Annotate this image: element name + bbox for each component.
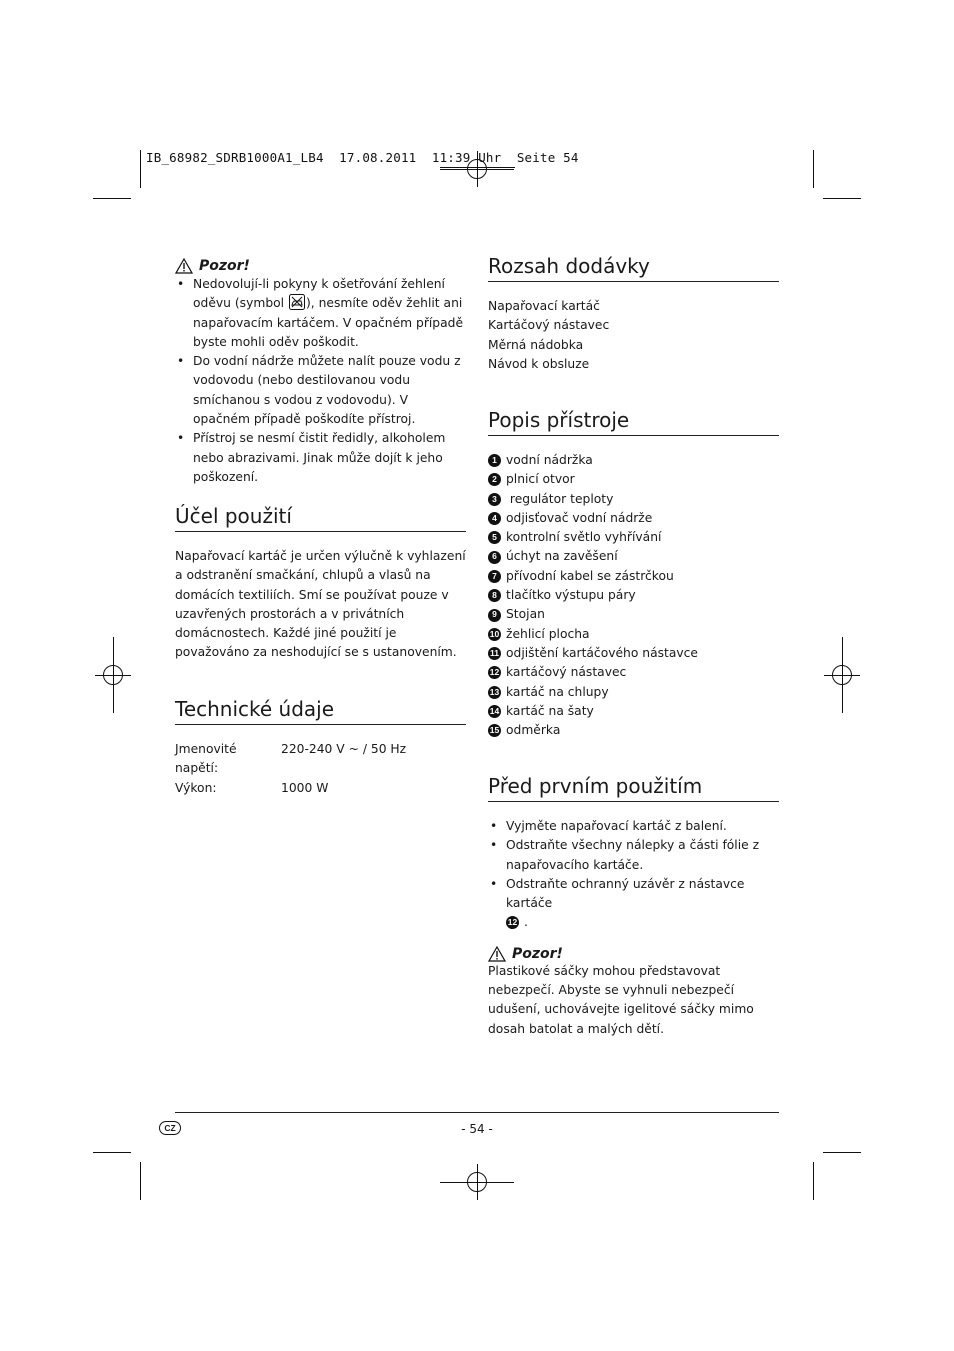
part-label: žehlicí plocha (506, 626, 590, 641)
registration-mark-icon (459, 1164, 495, 1200)
number-badge-icon: 1 (488, 454, 501, 467)
first-use-list (488, 817, 779, 933)
part-label: odjisťovač vodní nádrže (506, 510, 653, 525)
number-badge-icon: 6 (488, 551, 501, 564)
part-item (488, 547, 779, 566)
part-label: kartáčový nástavec (506, 665, 627, 680)
number-badge-icon: 12 (488, 666, 501, 679)
list-item: • Přístroj se nesmí čistit ředidly, alkoholem nebo abrazivami. Jinak může dojít k jeho poškození. (175, 429, 466, 487)
registration-mark-icon (459, 151, 495, 187)
part-item (488, 663, 779, 682)
tech-label: Jmenovité napětí: (175, 742, 237, 776)
crop-mark (93, 1152, 131, 1153)
part-label: tlačítko výstupu páry (506, 588, 636, 603)
warning-title-text: Pozor! (512, 945, 563, 962)
registration-line (842, 637, 843, 657)
list-item: • Odstraňte všechny nálepky a části fólie z napařovacího kartáče. (488, 836, 779, 875)
crop-mark (813, 1162, 814, 1200)
part-item (488, 605, 779, 624)
crop-mark (140, 150, 141, 188)
number-badge-icon: 12 (506, 916, 519, 929)
part-item (488, 567, 779, 586)
description-section (488, 408, 779, 740)
registration-mark-icon (824, 657, 860, 693)
registration-line (440, 169, 459, 170)
list-item: • Do vodní nádrže můžete nalít pouze vodu z vodovodu (nebo destilovanou vodu smíchanou s vodou z vodovodu). V opačném případě poškodíte přístroj. (175, 352, 466, 429)
tech-row (175, 740, 466, 779)
section-heading: Před prvním použitím (488, 774, 779, 802)
number-badge-icon: 8 (488, 589, 501, 602)
purpose-section (175, 504, 466, 663)
part-item (488, 625, 779, 644)
part-label: odměrka (506, 723, 561, 738)
footer-rule (175, 1112, 779, 1113)
registration-line (113, 637, 114, 657)
list-item-text: . (524, 915, 528, 930)
list-item-text: Nedovolují-li pokyny k ošetřování žehlení oděvu (symbol (193, 277, 445, 311)
list-item: Napařovací kartáč (488, 299, 600, 313)
list-item: Návod k obsluze (488, 356, 590, 371)
print-header: IB_68982_SDRB1000A1_LB4 17.08.2011 11:39 Uhr Seite 54 (146, 150, 579, 165)
list-item: Měrná nádobka (488, 337, 584, 352)
crop-mark (140, 1162, 141, 1200)
warning-title (488, 946, 779, 962)
warning-text: Plastikové sáčky mohou představovat nebezpečí. Abyste se vyhnuli nebezpečí udušení, uchovávejte igelitové sáčky mimo dosah batolat a malých dětí. (488, 963, 754, 1036)
tech-table (175, 740, 466, 798)
purpose-text: Napařovací kartáč je určen výlučně k vyhlazení a odstranění smačkání, chlupů a vlasů na domácích textiliích. Smí se používat pouze v uzavřených prostorách a v privátních domácnostech. Každé jiné použití je považováno za neshodující se s ustanovením. (175, 549, 466, 660)
crop-mark (813, 150, 814, 188)
part-item (488, 470, 779, 489)
registration-line (440, 1182, 459, 1183)
part-label: úchyt na zavěšení (506, 549, 618, 564)
part-label: odjištění kartáčového nástavce (506, 645, 698, 660)
warning-list (175, 275, 466, 487)
part-item (488, 683, 779, 702)
list-item-text: ), nesmíte oděv žehlit ani napařovacím kartáčem. V opačném případě byste mohli oděv poškodit. (193, 296, 464, 349)
warning-triangle-icon (175, 258, 193, 274)
list-item: • Vyjměte napařovací kartáč z balení. (488, 817, 779, 836)
part-item (488, 451, 779, 470)
part-item (488, 721, 779, 740)
part-item (488, 509, 779, 528)
number-badge-icon: 5 (488, 531, 501, 544)
warning-title-text: Pozor! (199, 258, 250, 274)
warning-triangle-icon (488, 946, 506, 962)
registration-line (495, 169, 514, 170)
list-item: Kartáčový nástavec (488, 318, 610, 333)
number-badge-icon: 11 (488, 647, 501, 660)
crop-mark (93, 198, 131, 199)
crop-mark (823, 198, 861, 199)
number-badge-icon: 10 (488, 628, 501, 641)
section-heading: Účel použití (175, 504, 466, 532)
warning-block (175, 258, 466, 487)
parts-list (488, 451, 779, 740)
part-item (488, 644, 779, 663)
list-item (175, 275, 466, 352)
section-heading: Rozsah dodávky (488, 254, 779, 282)
number-badge-icon: 2 (488, 473, 501, 486)
number-badge-icon: 13 (488, 686, 501, 699)
registration-line (842, 693, 843, 713)
list-item (488, 875, 779, 933)
part-label: kartáč na šaty (506, 703, 594, 718)
part-label: regulátor teploty (506, 491, 614, 506)
tech-row (175, 779, 466, 798)
part-label: kontrolní světlo vyhřívání (506, 530, 662, 545)
part-item (488, 490, 779, 509)
page-number: - 54 - (461, 1122, 493, 1136)
part-label: přívodní kabel se zástrčkou (506, 568, 674, 583)
number-badge-icon: 7 (488, 570, 501, 583)
part-item (488, 528, 779, 547)
number-badge-icon: 4 (488, 512, 501, 525)
tech-label: Výkon: (175, 780, 217, 795)
tech-value: 220-240 V ~ / 50 Hz (281, 742, 407, 756)
section-heading: Popis přístroje (488, 408, 779, 436)
registration-mark-icon (95, 657, 131, 693)
section-heading: Technické údaje (175, 697, 466, 725)
warning-title (175, 258, 466, 274)
part-item (488, 702, 779, 721)
tech-value: 1000 W (281, 780, 329, 795)
number-badge-icon: 14 (488, 705, 501, 718)
number-badge-icon: 15 (488, 724, 501, 737)
list-item-text: Odstraňte ochranný uzávěr z nástavce kartáče (506, 876, 745, 911)
registration-line (495, 1182, 514, 1183)
number-badge-icon: 3 (488, 493, 501, 506)
tech-section (175, 697, 466, 798)
delivery-list (488, 297, 779, 374)
no-ironing-icon (289, 294, 305, 310)
part-label: plnicí otvor (506, 472, 575, 487)
part-label: Stojan (506, 607, 545, 622)
part-item (488, 586, 779, 605)
number-badge-icon: 9 (488, 609, 501, 622)
registration-line (113, 693, 114, 713)
crop-mark (823, 1152, 861, 1153)
part-label: kartáč na chlupy (506, 684, 609, 699)
country-badge: CZ (159, 1121, 181, 1135)
part-label: vodní nádržka (506, 453, 593, 467)
delivery-section (488, 254, 779, 374)
first-use-section (488, 774, 779, 1039)
